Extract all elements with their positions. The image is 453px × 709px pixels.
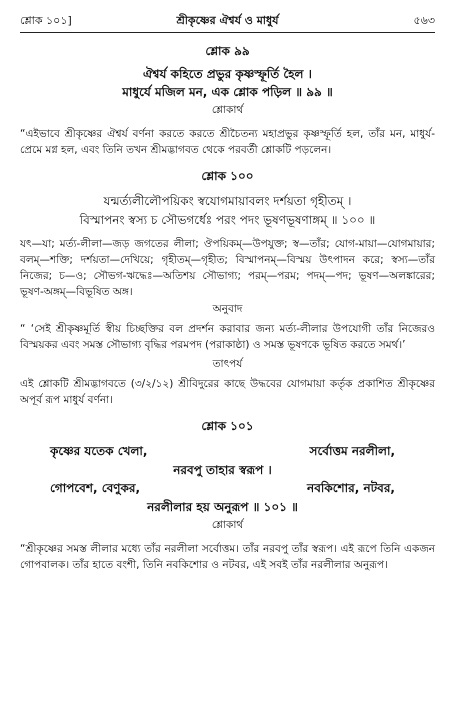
sloka-100-purport-label: তাৎপর্য [212,358,243,370]
sloka-99-line-2: মাধুর্যে মজিল মন, এক শ্লোক পড়িল ॥ ৯৯ ॥ [122,85,333,99]
sloka-100-sanskrit-line-2: বিস্মাপনং স্বস্য চ সৌভগর্ধেঃ পরং পদং ভূষণভূষণাঙ্গম্ ॥ ১০০ ॥ [79,213,376,227]
sloka-99-heading: শ্লোক ৯৯ [205,44,250,58]
sloka-99-line-1: ঐশ্বর্য কহিতে প্রভুর কৃষ্ণস্ফূর্তি হৈল । [143,67,312,81]
running-header [20,12,435,30]
sloka-100-purport: এই শ্লোকটি শ্রীমদ্ভাগবতে (৩/২/১২) শ্রীবিদুরের কাছে উদ্ধবের যোগমায়া কর্তৃক প্রকাশিত শ্রীকৃষ্ণের অপূর্ব রূপ মাধুর্য বর্ণনা। [20,378,435,406]
header-title: শ্রীকৃষ্ণের ঐশ্বর্য ও মাধুর্য [176,14,279,27]
sloka-101-row-1-right: সর্বোত্তম নরলীলা, [309,444,395,458]
sloka-101-translation-label: শ্লোকার্থ [211,519,244,531]
sloka-99-translation-label: শ্লোকার্থ [211,104,244,116]
sloka-101-verse [20,442,435,516]
sloka-101-line-4: নরলীলার হয় অনুরূপ ॥ ১০১ ॥ [147,500,298,514]
sloka-101-row-1 [50,442,395,461]
sloka-100-translation-label: অনুবাদ [212,303,243,315]
sloka-101-row-1-left: কৃষ্ণের যতেক খেলা, [50,444,148,458]
sloka-101-line-2: নরবপু তাহার স্বরূপ । [173,463,272,477]
header-verse-ref: শ্লোক ১০১] [20,14,72,27]
sloka-99-translation: “এইভাবে শ্রীকৃষ্ণের ঐশ্বর্য বর্ণনা করতে করতে শ্রীচৈতন্য মহাপ্রভুর কৃষ্ণস্ফূর্তি হল, তাঁর মন, মাধুর্য-প্রেমে মগ্ন হল, এবং তিনি তখন শ্রীমদ্ভাগবত থেকে পরবর্তী শ্লোকটি পড়লেন। [20,128,435,156]
sloka-100-word-meanings: যৎ—যা; মর্ত্য-লীলা—জড় জগতের লীলা; ঔপয়িকম্—উপযুক্ত; স্ব—তাঁর; যোগ-মায়া—যোগমায়ার; বলম্—শক্তি; দর্শয়তা—দেখিয়ে; গৃহীতম্—গৃহীত; বিস্মাপনম্—বিস্ময় উৎপাদন করে; স্বস্য—তাঁর নিজের; চ—ও; সৌভগ-ঋদ্ধেঃ—অতিশয় সৌভাগ্য; পরম্—পরম; পদম্—পদ; ভূষণ—অলঙ্কারের; ভূষণ-অঙ্গম্—বিভূষিত অঙ্গ। [20,238,435,298]
sloka-100-sanskrit-line-1: যন্মর্ত্যলীলৌপয়িকং স্বযোগমায়াবলং দর্শয়তা গৃহীতম্ । [103,194,352,208]
sloka-101-row-3-right: নবকিশোর, নটবর, [307,481,395,495]
sloka-101-row-3 [50,479,395,498]
header-rule [20,32,435,33]
sloka-101-heading: শ্লোক ১০১ [201,419,254,433]
sloka-100-heading: শ্লোক ১০০ [201,169,254,183]
sloka-101-translation: “শ্রীকৃষ্ণের সমস্ত লীলার মধ্যে তাঁর নরলীলা সর্বোত্তম। তাঁর নরবপু তাঁর স্বরূপ। এই রূপে তিনি একজন গোপবালক। তাঁর হাতে বংশী, তিনি নবকিশোর ও নটবর, এই সবই তাঁর নরলীলার অনুরূপ। [20,543,435,571]
sloka-101-row-3-left: গোপবেশ, বেণুকর, [50,481,141,495]
sloka-100-translation: “ ‘সেই শ্রীকৃষ্ণমূর্তি স্বীয় চিচ্ছক্তির বল প্রদর্শন করাবার জন্য মর্ত্য-লীলার উপযোগী তাঁর নিজেরও বিস্ময়কর এবং সমস্ত সৌভাগ্য বৃদ্ধির পরমপদ (পরাকাষ্ঠা) ও সমস্ত ভূষণকে ভূষিত করতে সমর্থ।’ [20,323,435,351]
page-number: ৫৬৩ [413,14,435,27]
